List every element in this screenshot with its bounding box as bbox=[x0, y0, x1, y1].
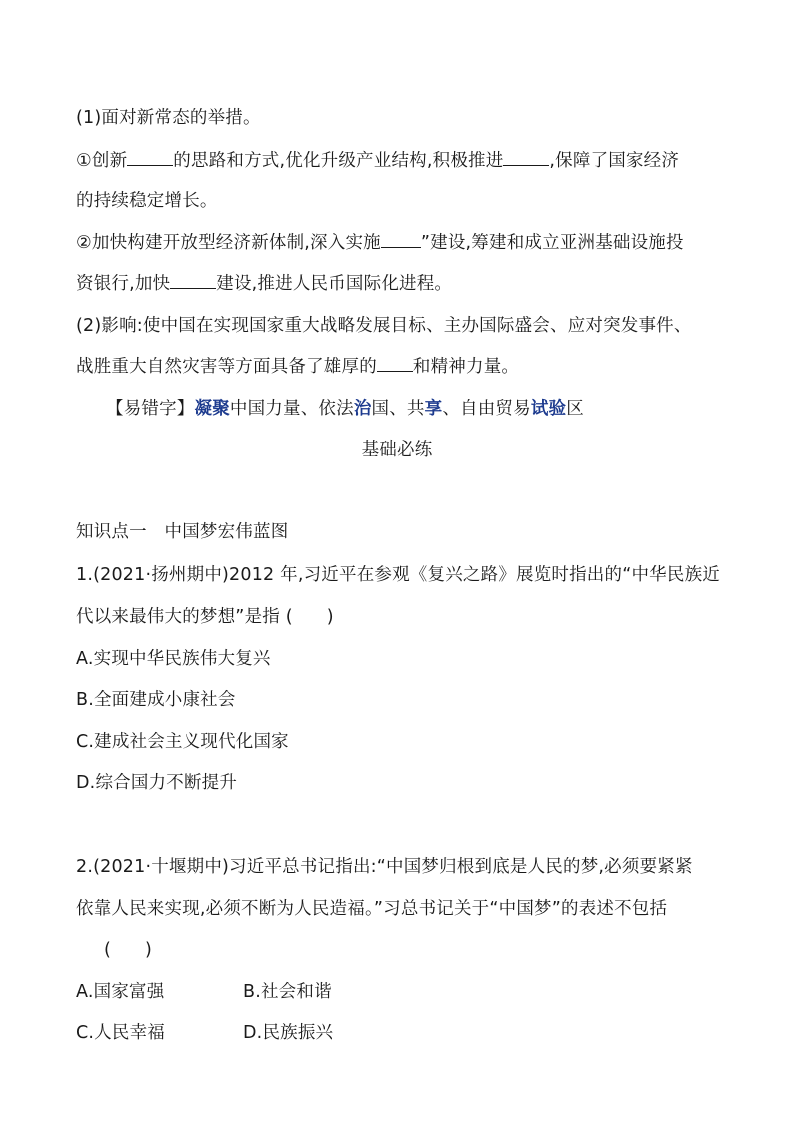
question-2-stem-cont: 依靠人民来实现,必须不断为人民造福。”习总书记关于“中国梦”的表述不包括 bbox=[76, 899, 668, 919]
question-1-option-d[interactable]: D.综合国力不断提升 bbox=[76, 773, 238, 793]
summary-heading-2: (2)影响:使中国在实现国家重大战略发展目标、主办国际盛会、应对突发事件、 bbox=[76, 316, 692, 336]
question-2-options-row-2 bbox=[76, 1021, 726, 1045]
question-2-option-b[interactable]: B.社会和谐 bbox=[243, 982, 332, 1002]
question-2-stem: 2.(2021·十堰期中)习近平总书记指出:“中国梦归根到底是人民的梦,必须要紧紧 bbox=[76, 857, 693, 877]
fill-blank[interactable] bbox=[377, 355, 413, 372]
fill-blank[interactable] bbox=[503, 149, 549, 166]
fill-blank[interactable] bbox=[170, 272, 216, 289]
summary-heading-1: (1)面对新常态的举措。 bbox=[76, 108, 261, 128]
question-2-option-d[interactable]: D.民族振兴 bbox=[243, 1023, 334, 1043]
question-1-option-c[interactable]: C.建成社会主义现代化国家 bbox=[76, 732, 289, 752]
easy-wrong-words: 【易错字】凝聚中国力量、依法治国、共享、自由贸易试验区 bbox=[106, 399, 584, 419]
summary-item-b-cont: 资银行,加快 建设,推进人民币国际化进程。 bbox=[76, 274, 453, 294]
question-1-option-b[interactable]: B.全面建成小康社会 bbox=[76, 690, 236, 710]
question-2-option-c[interactable]: C.人民幸福 bbox=[76, 1023, 165, 1043]
fill-blank[interactable] bbox=[381, 231, 421, 248]
summary-item-b: ②加快构建开放型经济新体制,深入实施 ”建设,筹建和成立亚洲基础设施投 bbox=[76, 233, 684, 253]
summary-item-a-cont: 的持续稳定增长。 bbox=[76, 191, 218, 211]
question-1-stem: 1.(2021·扬州期中)2012 年,习近平在参观《复兴之路》展览时指出的“中华民族近 bbox=[76, 565, 720, 585]
question-1-option-a[interactable]: A.实现中华民族伟大复兴 bbox=[76, 649, 271, 669]
question-2-options-row-1 bbox=[76, 980, 726, 1004]
question-1-stem-cont: 代以来最伟大的梦想”是指 ( ) bbox=[76, 607, 334, 627]
summary-item-a: ①创新 的思路和方式,优化升级产业结构,积极推进 ,保障了国家经济 bbox=[76, 151, 680, 171]
question-2-option-a[interactable]: A.国家富强 bbox=[76, 982, 165, 1002]
knowledge-point-title: 知识点一 中国梦宏伟蓝图 bbox=[76, 522, 289, 542]
section-title: 基础必练 bbox=[361, 440, 433, 460]
question-2-answer-bracket: ( ) bbox=[104, 940, 153, 960]
fill-blank[interactable] bbox=[127, 149, 173, 166]
summary-heading-2-cont: 战胜重大自然灾害等方面具备了雄厚的 和精神力量。 bbox=[76, 357, 520, 377]
